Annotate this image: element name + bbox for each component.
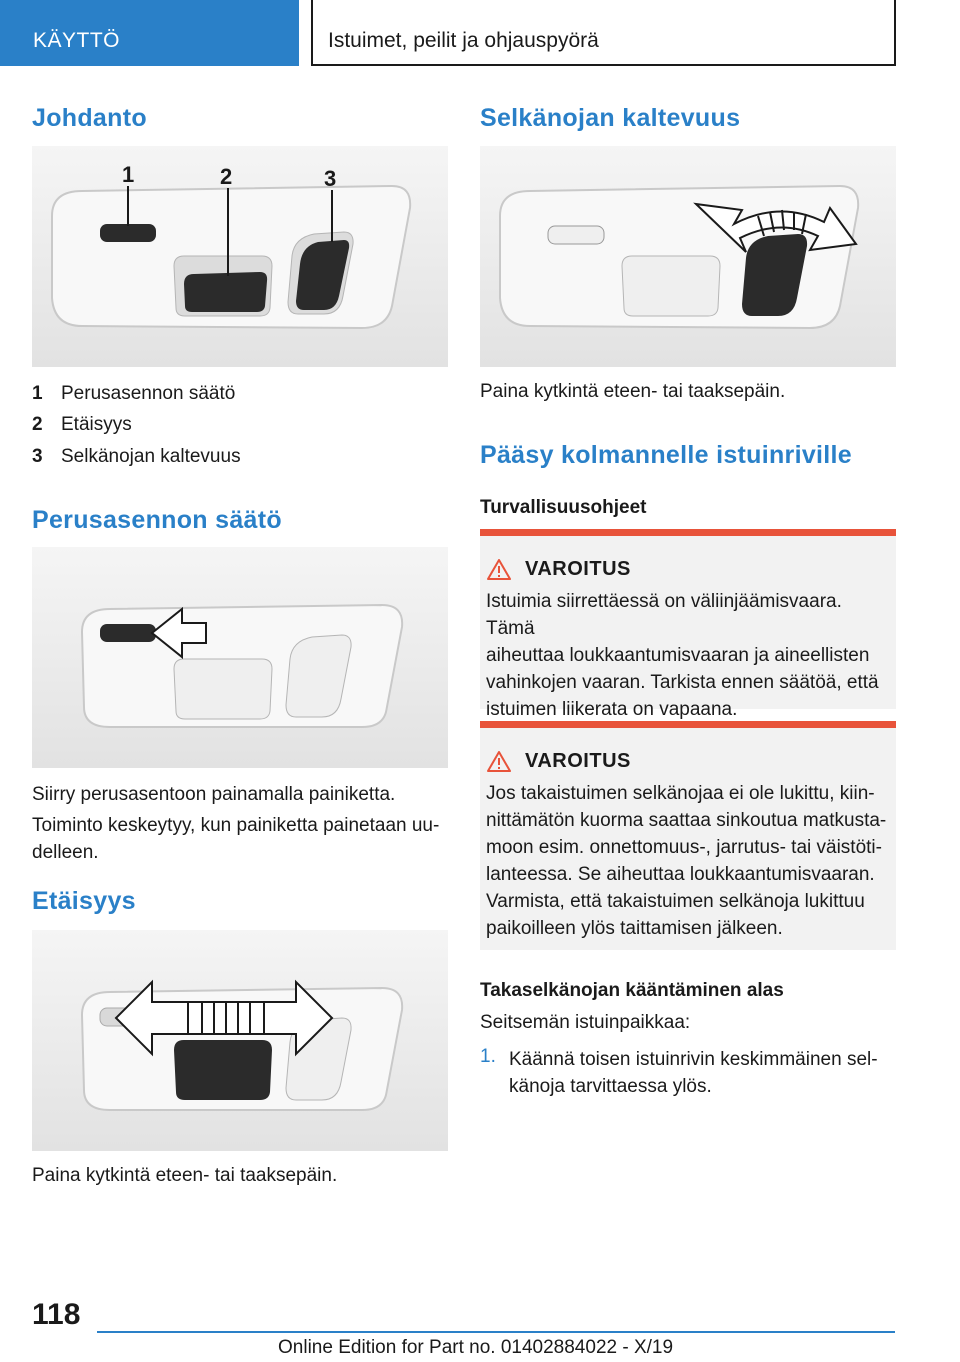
figure-seat-controls-overview [32, 146, 448, 367]
warning-line: paikoilleen ylös taittamisen jälkeen. [486, 918, 783, 939]
intro-heading: Johdanto [32, 104, 147, 132]
figure-recline [480, 146, 896, 367]
warning-line: nittämätön kuorma saattaa sinkoutua matkusta- [486, 810, 887, 831]
legend-label: Perusasennon säätö [61, 383, 236, 404]
safety-subheading: Turvallisuusohjeet [480, 497, 647, 518]
figure-basic-position [32, 547, 448, 768]
warning-title: VAROITUS [525, 558, 631, 580]
legend-number: 3 [32, 446, 43, 467]
warning-text [486, 588, 892, 723]
header-chapter-label: Istuimet, peilit ja ohjauspyörä [328, 29, 599, 52]
warning-triangle-icon [487, 558, 511, 580]
figure-label-2: 2 [220, 164, 233, 189]
warning-line: aiheuttaa loukkaantumisvaaran ja aineellisten [486, 645, 870, 666]
basic-position-illustration [32, 547, 448, 768]
step-text-line2: känoja tarvittaessa ylös. [509, 1076, 712, 1097]
fold-backrest-subheading: Takaselkänojan kääntäminen alas [480, 980, 784, 1001]
warning-line: lanteessa. Se aiheuttaa loukkaantumisvaaran. [486, 864, 875, 885]
figure-distance [32, 930, 448, 1151]
figure-label-1: 1 [122, 162, 135, 187]
warning-box-2 [480, 721, 896, 950]
legend-number: 2 [32, 414, 43, 435]
figure-label-3: 3 [324, 166, 337, 191]
warning-line: moon esim. onnettomuus-, jarrutus- tai väistöti- [486, 837, 882, 858]
header-section-label: KÄYTTÖ [33, 29, 121, 52]
warning-box-1 [480, 529, 896, 720]
distance-heading: Etäisyys [32, 887, 136, 915]
warning-line: Istuimia siirrettäessä on väliinjäämisvaara. Tämä [486, 591, 842, 639]
header-chapter-box [311, 0, 896, 66]
basic-position-paragraph-2-line1: Toiminto keskeytyy, kun painiketta painetaan uu- [32, 815, 440, 836]
step-number: 1. [480, 1046, 496, 1067]
recline-illustration [480, 146, 896, 367]
warning-line: Varmista, että takaistuimen selkänoja lukittuu [486, 891, 865, 912]
basic-position-paragraph-1: Siirry perusasentoon painamalla painiketta. [32, 784, 396, 805]
third-row-access-heading: Pääsy kolmannelle istuinriville [480, 441, 852, 469]
footer-divider [97, 1331, 895, 1333]
basic-position-heading: Perusasennon säätö [32, 506, 282, 534]
warning-line: istuimen liikerata on vapaana. [486, 699, 738, 720]
warning-line: vahinkojen vaaran. Tarkista ennen säätöä, että [486, 672, 879, 693]
step-item-1 [480, 1046, 896, 1102]
legend-label: Selkänojan kaltevuus [61, 446, 241, 467]
legend-label: Etäisyys [61, 414, 132, 435]
page-number: 118 [32, 1298, 81, 1331]
distance-illustration [32, 930, 448, 1151]
recline-paragraph: Paina kytkintä eteen- tai taaksepäin. [480, 381, 786, 402]
warning-text [486, 780, 892, 942]
header-section-tab [0, 0, 299, 66]
recline-heading: Selkänojan kaltevuus [480, 104, 741, 132]
distance-paragraph: Paina kytkintä eteen- tai taaksepäin. [32, 1165, 338, 1186]
step-text-line1: Käännä toisen istuinrivin keskimmäinen sel- [509, 1049, 878, 1070]
warning-title: VAROITUS [525, 750, 631, 772]
warning-triangle-icon [487, 750, 511, 772]
legend-item-3 [32, 446, 448, 472]
legend-item-2 [32, 414, 448, 440]
seat-controls-illustration [32, 146, 448, 367]
basic-position-paragraph-2-line2: delleen. [32, 842, 99, 863]
footer-edition-text: Online Edition for Part no. 01402884022 - X/19 [278, 1337, 674, 1358]
legend-number: 1 [32, 383, 43, 404]
fold-intro-text: Seitsemän istuinpaikkaa: [480, 1012, 691, 1033]
legend-item-1 [32, 383, 448, 409]
warning-line: Jos takaistuimen selkänojaa ei ole lukittu, kiin- [486, 783, 875, 804]
